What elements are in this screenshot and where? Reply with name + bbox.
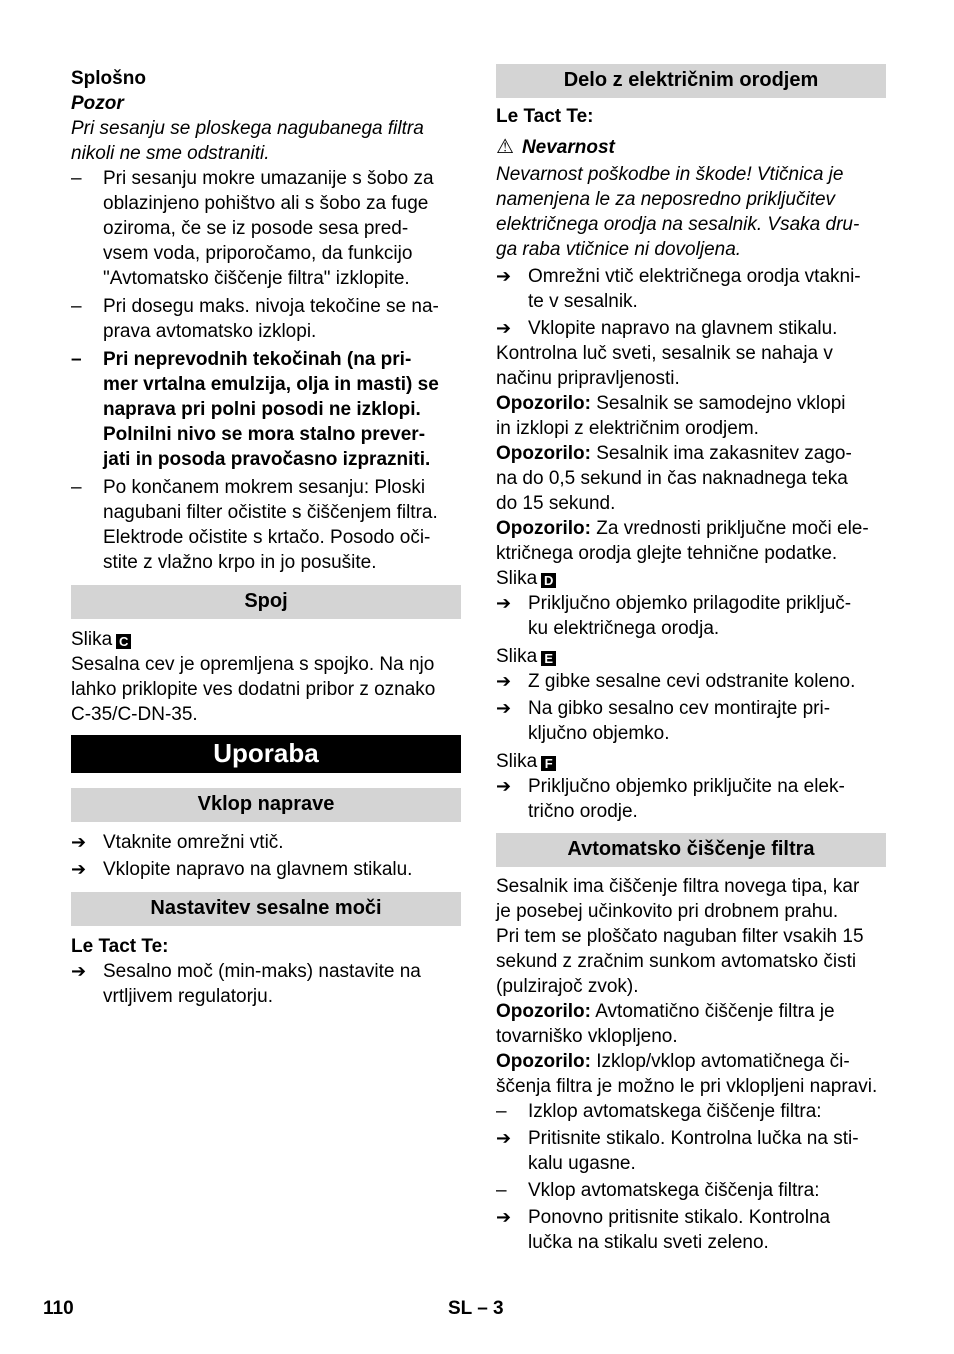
caution-text: Pri sesanju se ploskega nagubanega filtra nikoli ne sme odstraniti.: [71, 118, 424, 164]
step-item: ➔ Omrežni vtič električnega orodja vtakni- te v sesalnik.: [496, 264, 886, 314]
dash-item: – Izklop avtomatskega čiščenje filtra:: [496, 1099, 886, 1124]
le-tact-label: Le Tact Te:: [71, 936, 169, 957]
dash-item: – Pri sesanju mokre umazanije s šobo za oblazinjeno pohištvo ali s šobo za fuge oziroma, če se iz posode sesa pred- vsem voda, priporočamo, da funkcijo "Avtomatsko čiščenje filtra" izklopite.: [71, 166, 461, 291]
caution-label: Pozor: [71, 93, 124, 114]
page-number: 110: [43, 1298, 74, 1319]
dash-item-warning: – Pri neprevodnih tekočinah (na pri- mer vrtalna emulzija, olja in masti) se naprava pri polni posodi ne izklopi. Polnilni nivo se mora stalno prever- jati in posoda pravočasno izprazniti.: [71, 347, 461, 472]
note: Opozorilo: Avtomatično čiščenje filtra je tovarniško vklopljeno.: [496, 1001, 835, 1047]
step-item: ➔ Pritisnite stikalo. Kontrolna lučka na sti- kalu ugasne.: [496, 1126, 886, 1176]
figure-letter-icon: D: [541, 573, 556, 588]
step-item: ➔ Vtaknite omrežni vtič.: [71, 830, 461, 855]
figure-letter-icon: F: [541, 756, 556, 771]
note: Opozorilo: Sesalnik ima zakasnitev zago- na do 0,5 sekund in čas naknadnega teka do 15 sekund.: [496, 443, 852, 514]
figure-ref: Slika C: [71, 627, 461, 652]
figure-letter-icon: E: [541, 651, 556, 666]
dash-item: – Po končanem mokrem sesanju: Ploski nagubani filter očistite s čiščenjem filtra. Elektrode očistite s krtačo. Posodo oči- stite z vlažno krpo in jo posušite.: [71, 475, 461, 575]
right-column: [496, 62, 886, 1255]
control-text: Kontrolna luč sveti, sesalnik se nahaja v načinu pripravljenosti.: [496, 343, 833, 389]
step-item: ➔ Na gibko sesalno cev montirajte pri- ključno objemko.: [496, 696, 886, 746]
language-page-label: SL – 3: [448, 1298, 504, 1319]
step-item: ➔ Sesalno moč (min-maks) nastavite na vrtljivem regulatorju.: [71, 959, 461, 1009]
danger-label: ⚠ Nevarnost: [496, 134, 615, 158]
step-item: ➔ Vklopite napravo na glavnem stikalu.: [71, 857, 461, 882]
general-heading: Splošno: [71, 68, 146, 89]
danger-text: Nevarnost poškodbe in škode! Vtičnica je namenjena le za neposredno priključitev električnega orodja na sesalnik. Vsaka dru- ga raba vtičnice ni dovoljena.: [496, 164, 860, 260]
note: Opozorilo: Izklop/vklop avtomatičnega či- ščenja filtra je možno le pri vklopljeni napravi.: [496, 1051, 878, 1097]
note: Opozorilo: Sesalnik se samodejno vklopi in izklopi z električnim orodjem.: [496, 393, 846, 439]
section-heading-spoj: Spoj: [71, 585, 461, 619]
spoj-text: Sesalna cev je opremljena s spojko. Na njo lahko priklopite ves dodatni pribor z oznako C-35/C-DN-35.: [71, 654, 436, 725]
dash-item: – Pri dosegu maks. nivoja tekočine se na- prava avtomatsko izklopi.: [71, 294, 461, 344]
step-item: ➔ Z gibke sesalne cevi odstranite koleno.: [496, 669, 886, 694]
step-item: ➔ Priključno objemko priključite na elek- trično orodje.: [496, 774, 886, 824]
figure-ref: Slika F: [496, 749, 886, 774]
step-item: ➔ Priključno objemko prilagodite priključ- ku električnega orodja.: [496, 591, 886, 641]
left-column: [71, 62, 461, 1009]
chapter-heading-uporaba: Uporaba: [71, 735, 461, 773]
section-heading-auto-clean: Avtomatsko čiščenje filtra: [496, 833, 886, 867]
step-item: ➔ Ponovno pritisnite stikalo. Kontrolna lučka na stikalu sveti zeleno.: [496, 1205, 886, 1255]
le-tact-label: Le Tact Te:: [496, 106, 594, 127]
dash-item: – Vklop avtomatskega čiščenja filtra:: [496, 1178, 886, 1203]
figure-ref: Slika D: [496, 566, 886, 591]
auto-text: Sesalnik ima čiščenje filtra novega tipa, kar je posebej učinkovito pri drobnem prahu. Pri tem se ploščato naguban filter vsakih 15 sekund z zračnim sunkom avtomatsko čisti (pulzirajoč zvok).: [496, 876, 864, 997]
section-heading-vklop: Vklop naprave: [71, 788, 461, 822]
section-heading-delo: Delo z električnim orodjem: [496, 64, 886, 98]
note: Opozorilo: Za vrednosti priključne moči ele- ktričnega orodja glejte tehnične podatke.: [496, 518, 869, 564]
warning-triangle-icon: ⚠: [496, 134, 514, 158]
step-item: ➔ Vklopite napravo na glavnem stikalu.: [496, 316, 886, 341]
section-heading-nastavitev: Nastavitev sesalne moči: [71, 892, 461, 926]
figure-letter-icon: C: [116, 634, 131, 649]
figure-ref: Slika E: [496, 644, 886, 669]
